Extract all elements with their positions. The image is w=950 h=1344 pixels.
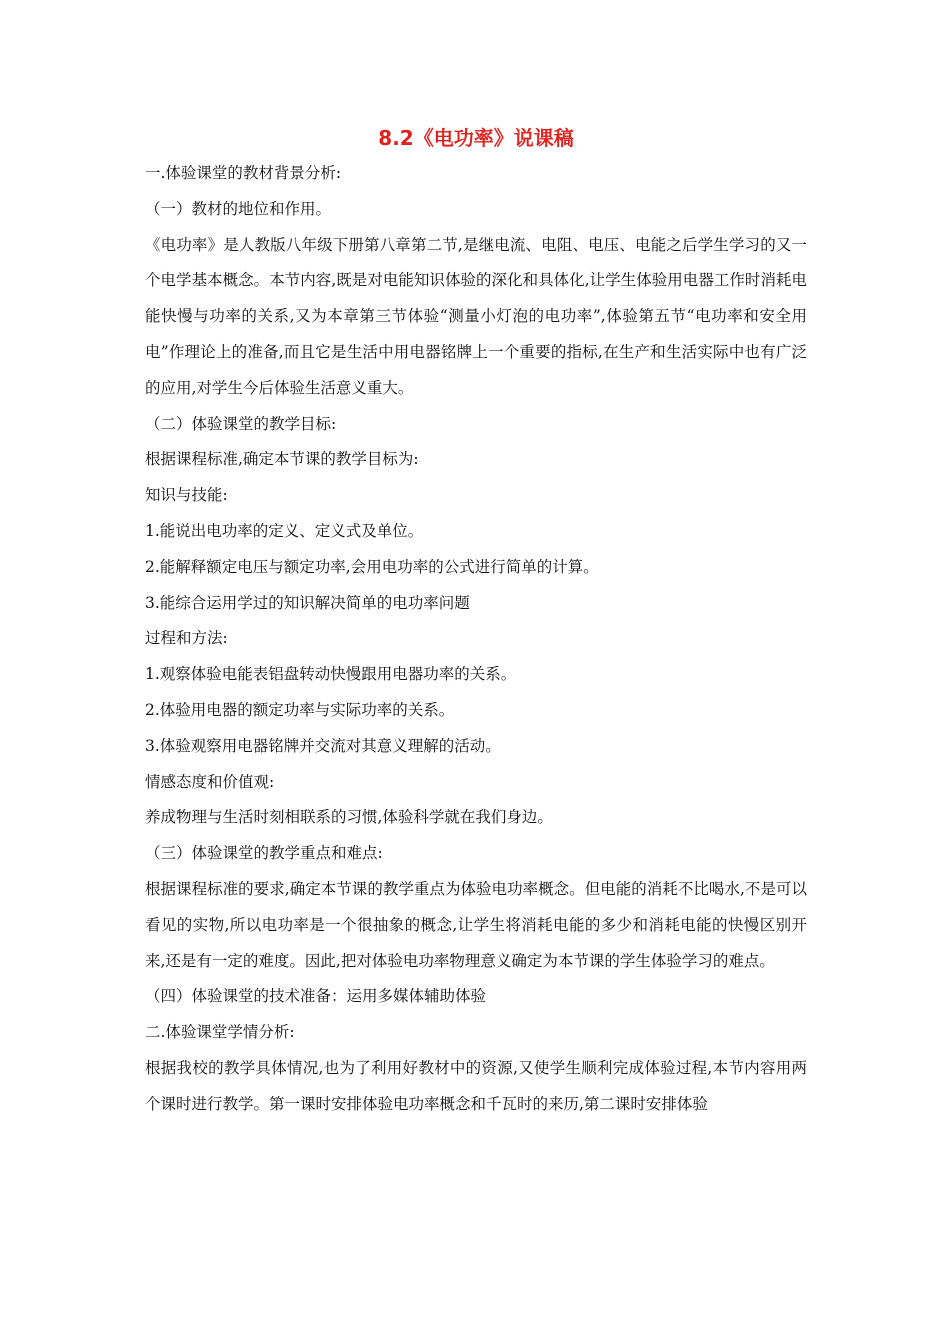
knowledge-item-2: 2.能解释额定电压与额定功率,会用电功率的公式进行简单的计算。 <box>145 557 599 576</box>
document-title: 8.2《电功率》说课稿 <box>378 126 574 150</box>
process-item-2: 2.体验用电器的额定功率与实际功率的关系。 <box>145 700 455 719</box>
knowledge-item-1: 1.能说出电功率的定义、定义式及单位。 <box>145 521 424 540</box>
process-method-heading: 过程和方法: <box>145 629 228 648</box>
paragraph-goals-intro: 根据课程标准,确定本节课的教学目标为: <box>145 450 419 469</box>
subsection-heading-2: （二）体验课堂的教学目标: <box>145 414 337 433</box>
paragraph-student-analysis: 根据我校的教学具体情况,也为了利用好教材中的资源,又使学生顺利完成体验过程,本节内容用两个课时进行教学。第一课时安排体验电功率概念和千瓦时的来历,第二课时安排体验 <box>145 1058 807 1113</box>
emotion-item-1: 养成物理与生活时刻相联系的习惯,体验科学就在我们身边。 <box>145 808 553 827</box>
section-heading-2: 二.体验课堂学情分析: <box>145 1023 295 1042</box>
document-body <box>145 120 807 1123</box>
process-item-1: 1.观察体验电能表铝盘转动快慢跟用电器功率的关系。 <box>145 665 517 684</box>
process-item-3: 3.体验观察用电器铭牌并交流对其意义理解的活动。 <box>145 736 501 755</box>
section-heading-1: 一.体验课堂的教材背景分析: <box>145 164 342 182</box>
subsection-heading-3: （三）体验课堂的教学重点和难点: <box>145 844 383 863</box>
knowledge-item-3: 3.能综合运用学过的知识解决简单的电功率问题 <box>145 593 470 612</box>
subsection-heading-4: （四）体验课堂的技术准备：运用多媒体辅助体验 <box>145 987 487 1006</box>
subsection-heading-1: （一）教材的地位和作用。 <box>145 199 332 218</box>
paragraph-textbook-role: 《电功率》是人教版八年级下册第八章第二节,是继电流、电阻、电压、电能之后学生学习的又一个电学基本概念。本节内容,既是对电能知识体验的深化和具体化,让学生体验用电器工作时消耗电能快慢与功率的关系,又为本章第三节体验“测量小灯泡的电功率”,体验第五节“电功率和安全用电”作理论上的准备,而且它是生活中用电器铭牌上一个重要的指标,在生产和生活实际中也有广泛的应用,对学生今后体验生活意义重大。 <box>145 235 807 397</box>
paragraph-key-difficult-points: 根据课程标准的要求,确定本节课的教学重点为体验电功率概念。但电能的消耗不比喝水,不是可以看见的实物,所以电功率是一个很抽象的概念,让学生将消耗电能的多少和消耗电能的快慢区别开来,还是有一定的难度。因此,把对体验电功率物理意义确定为本节课的学生体验学习的难点。 <box>145 879 807 970</box>
knowledge-skills-heading: 知识与技能: <box>145 486 228 505</box>
emotion-values-heading: 情感态度和价值观: <box>145 772 275 791</box>
